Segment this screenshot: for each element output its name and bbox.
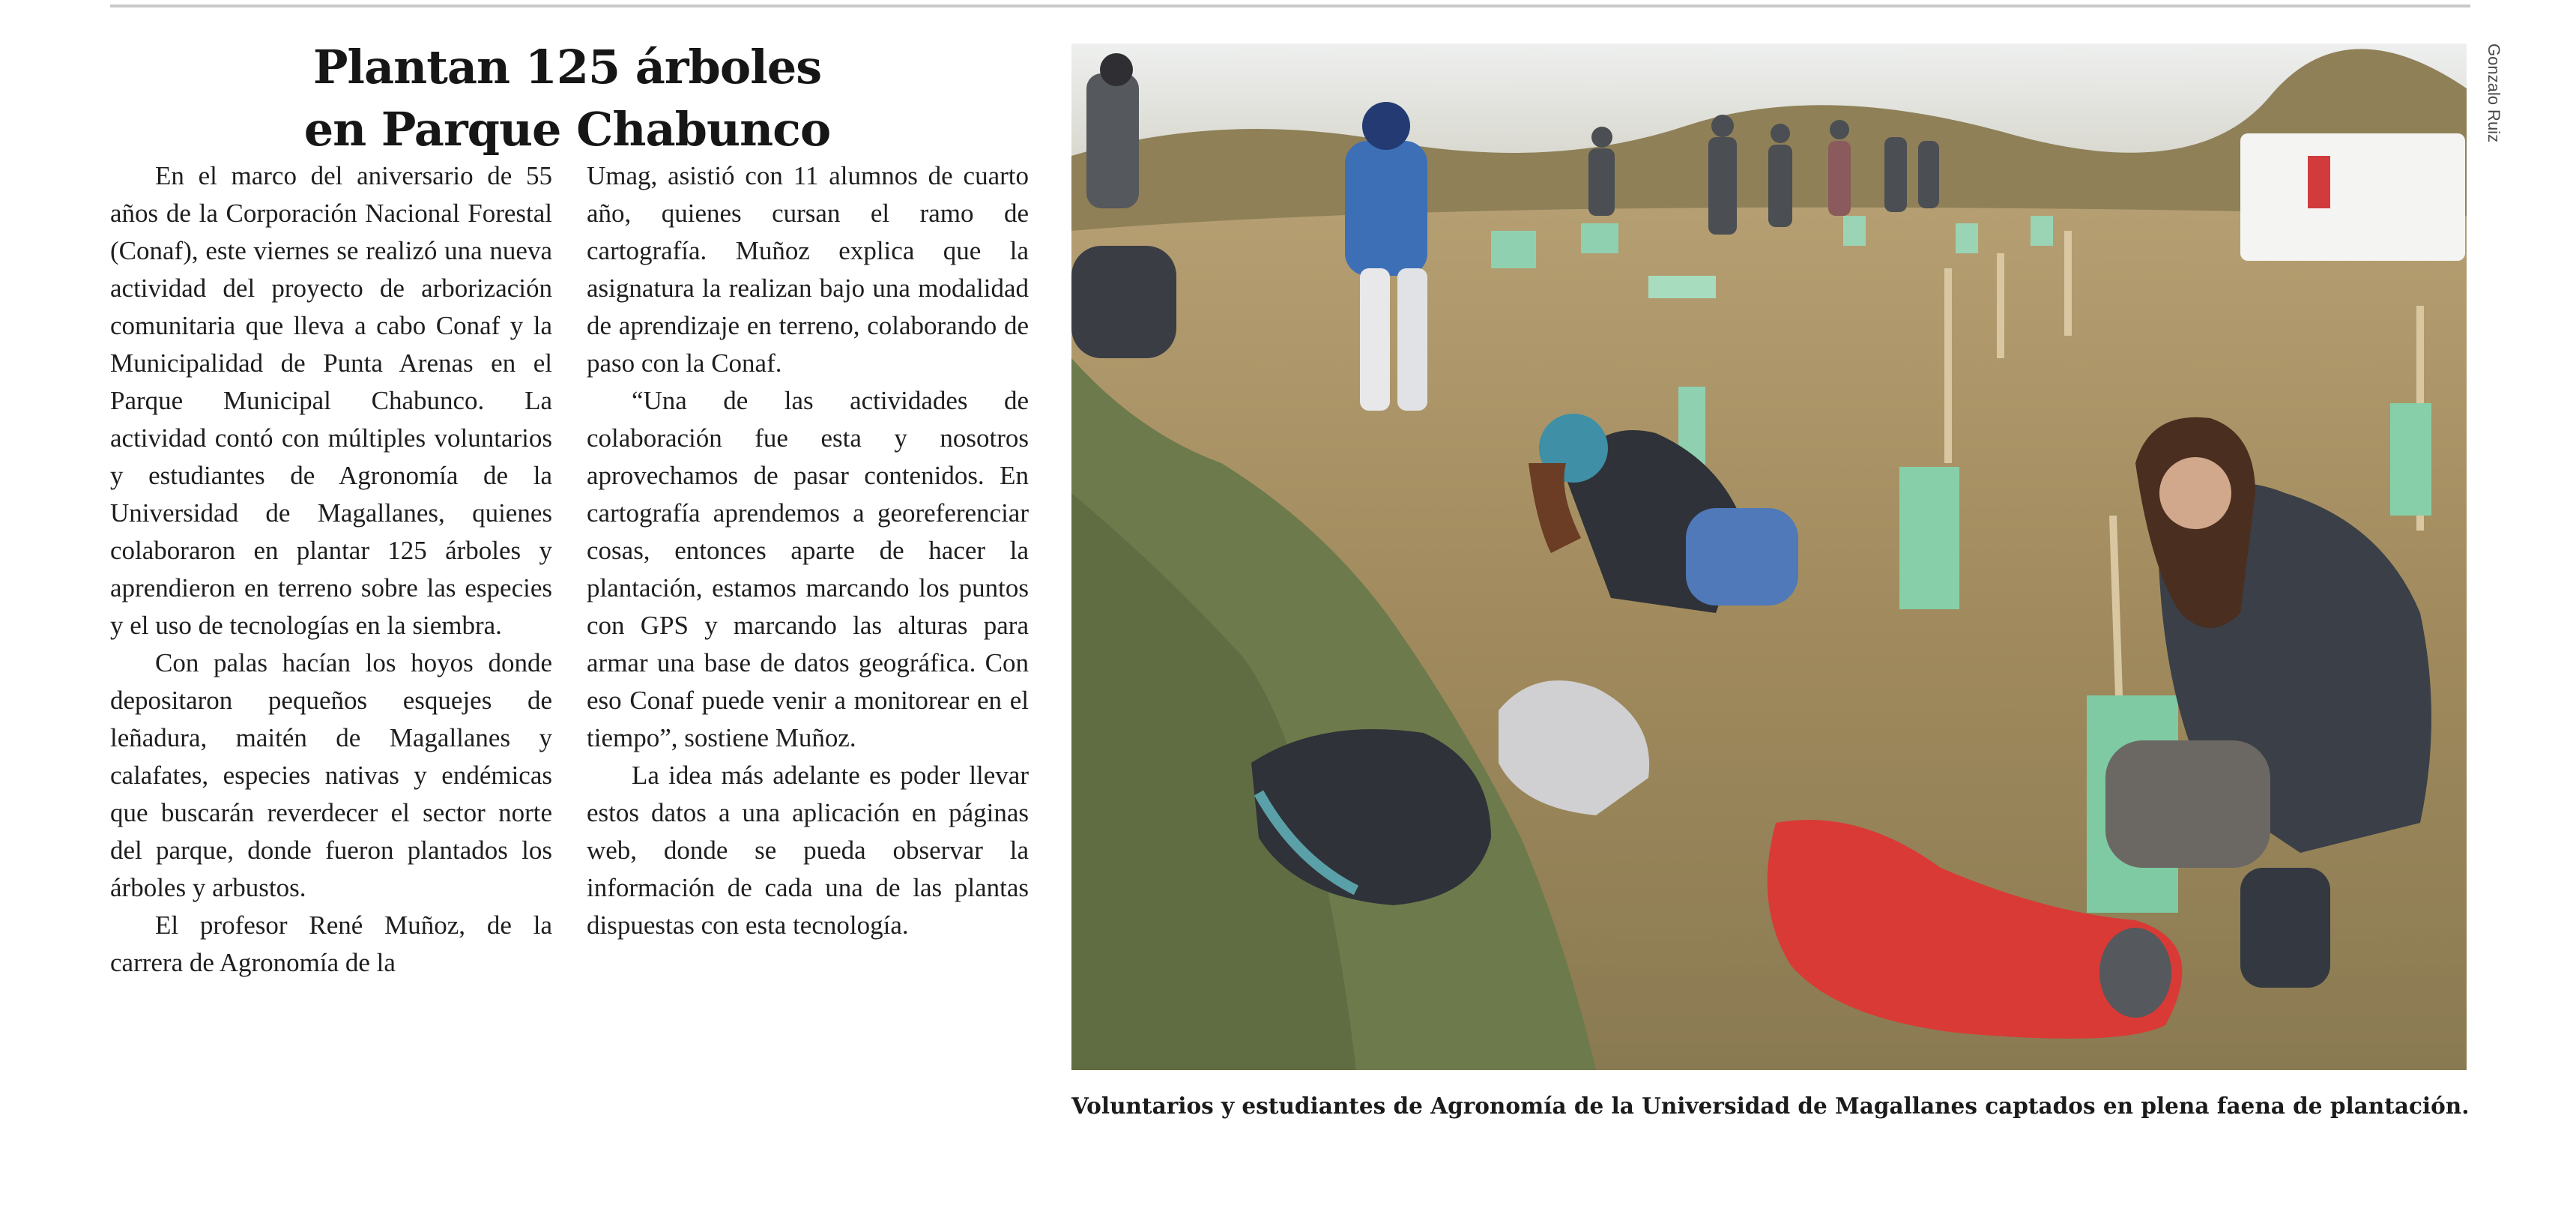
paragraph: Con palas hacían los hoyos donde depositaron pequeños esquejes de leñadura, maitén de Magallanes y calafates, especies nativas y endémicas que buscarán reverdecer el sector norte del parque, donde fueron plantados los árboles y arbustos.	[110, 648, 552, 902]
white-structure	[2240, 133, 2465, 261]
headline-line-2: en Parque Chabunco	[303, 102, 831, 157]
paragraph: Umag, asistió con 11 alumnos de cuarto año, quienes cursan el ramo de cartografía. Muñoz explica que la asignatura la realizan bajo una modalidad de aprendizaje en terreno, colaborando de paso con la Conaf.	[587, 161, 1029, 378]
top-rule	[110, 4, 2470, 7]
headline-line-1: Plantan 125 árboles	[312, 40, 822, 94]
planting-scene-illustration	[1071, 43, 2467, 1070]
tree-guard	[2390, 403, 2431, 516]
article-photo	[1071, 43, 2467, 1070]
article-column-left	[110, 157, 552, 982]
paragraph: En el marco del aniversario de 55 años de la Corporación Nacional Forestal (Conaf), este viernes se realizó una nueva actividad del proyecto de arborización comunitaria que lleva a cabo Conaf y la Municipalidad de Punta Arenas en el Parque Municipal Chabunco. La actividad contó con múltiples voluntarios y estudiantes de Agronomía de la Universidad de Magallanes, quienes colaboraron en plantar 125 árboles y aprendieron en terreno sobre las especies y el uso de tecnologías en la siembra.	[110, 161, 552, 640]
article-column-right	[587, 157, 1029, 944]
photo-credit: Gonzalo Ruiz	[2485, 43, 2503, 143]
tree-guard	[1899, 467, 1959, 609]
article-headline	[110, 36, 1024, 160]
paragraph: La idea más adelante es poder llevar estos datos a una aplicación en páginas web, donde se pueda observar la información de cada una de las plantas dispuestas con esta tecnología.	[587, 761, 1029, 940]
photo-caption: Voluntarios y estudiantes de Agronomía de la Universidad de Magallanes captados en plena faena de plantación.	[1071, 1093, 2470, 1119]
paragraph: “Una de las actividades de colaboración fue esta y nosotros aprovechamos de pasar contenidos. En cartografía aprendemos a georeferenciar cosas, entonces aparte de hacer la plantación, estamos marcando los puntos con GPS y marcando las alturas para armar una base de datos geográfica. Con eso Conaf puede venir a monitorear en el tiempo”, sostiene Muñoz.	[587, 386, 1029, 752]
paragraph: El profesor René Muñoz, de la carrera de Agronomía de la	[110, 911, 552, 977]
